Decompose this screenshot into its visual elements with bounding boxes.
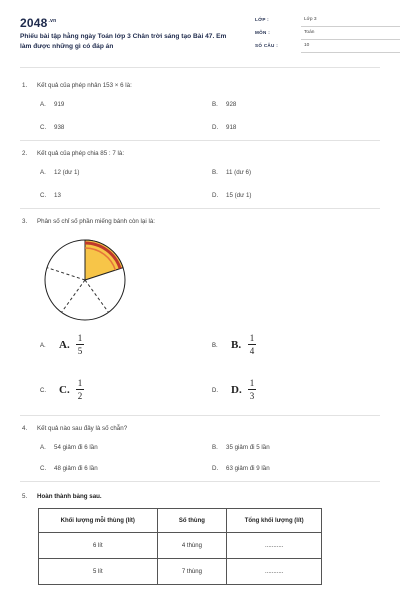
option-text: 15 (dư 1) xyxy=(226,192,252,199)
table-cell: 4 thùng xyxy=(157,533,227,559)
worksheet-meta xyxy=(255,16,400,55)
option-text: 919 xyxy=(54,101,65,108)
option-b[interactable] xyxy=(212,444,270,451)
option-letter: B. xyxy=(212,169,218,176)
option-a[interactable] xyxy=(40,169,79,176)
option-text: 12 (dư 1) xyxy=(54,169,80,176)
question-number: 3. xyxy=(22,218,28,225)
meta-row-class xyxy=(255,16,400,29)
option-bold-letter: B. xyxy=(231,339,242,351)
fraction-bar xyxy=(248,344,256,345)
fraction xyxy=(248,378,256,401)
option-letter: A. xyxy=(40,343,46,349)
meta-key: SỐ CÂU : xyxy=(255,43,279,48)
option-letter: C. xyxy=(40,124,47,131)
table-cell: 5 lít xyxy=(39,559,158,585)
option-bold-letter: C. xyxy=(59,384,70,396)
fraction-bar xyxy=(76,344,84,345)
numerator: 1 xyxy=(249,333,255,343)
table-row xyxy=(39,559,322,585)
meta-key: LỚP : xyxy=(255,17,270,22)
option-a[interactable] xyxy=(40,101,64,108)
numerator: 1 xyxy=(249,378,255,388)
question-text: Kết quả nào sau đây là số chẵn? xyxy=(37,425,128,432)
meta-row-subject xyxy=(255,29,400,42)
table-header-cell: Số thùng xyxy=(157,509,227,533)
option-d[interactable] xyxy=(212,192,251,199)
logo-suffix: .vn xyxy=(48,18,57,24)
logo-text: 2048 xyxy=(20,16,48,30)
table-header-row xyxy=(39,509,322,533)
meta-underline xyxy=(301,52,400,53)
answer-blank[interactable]: ........... xyxy=(227,559,322,585)
question-number: 4. xyxy=(22,425,28,432)
numerator: 1 xyxy=(77,378,83,388)
option-letter: D. xyxy=(212,465,219,472)
fraction xyxy=(76,378,84,401)
option-letter: A. xyxy=(40,101,46,108)
table-row xyxy=(39,533,322,559)
option-text: 48 giảm đi 6 lần xyxy=(54,465,98,472)
option-letter: D. xyxy=(212,388,218,394)
question-text: Phân số chỉ số phần miếng bánh còn lại là: xyxy=(37,218,155,225)
meta-value: 10 xyxy=(304,43,310,48)
denominator: 2 xyxy=(77,391,83,401)
fill-in-table xyxy=(38,508,322,585)
question-divider xyxy=(20,140,380,141)
option-text: 13 xyxy=(54,192,61,199)
option-d[interactable] xyxy=(212,124,236,131)
fraction xyxy=(76,333,84,356)
option-c[interactable] xyxy=(40,192,61,199)
denominator: 4 xyxy=(249,346,255,356)
question-text: Kết quả của phép nhân 153 × 6 là: xyxy=(37,82,132,89)
option-bold-letter: A. xyxy=(59,339,70,351)
document-title: Phiếu bài tập hằng ngày Toán lớp 3 Chân trời sáng tạo Bài 47. Em làm được những gì có đáp án xyxy=(20,33,227,50)
logo xyxy=(20,16,56,30)
numerator: 1 xyxy=(77,333,83,343)
option-letter: D. xyxy=(212,124,219,131)
pie-illustration xyxy=(40,235,130,325)
fraction-bar xyxy=(76,389,84,390)
worksheet-header xyxy=(20,16,380,60)
option-b[interactable] xyxy=(212,101,236,108)
option-letter: B. xyxy=(212,444,218,451)
table-cell: 7 thùng xyxy=(157,559,227,585)
option-text: 63 giảm đi 9 lần xyxy=(226,465,270,472)
answer-blank[interactable]: ........... xyxy=(227,533,322,559)
option-text: 35 giảm đi 5 lần xyxy=(226,444,270,451)
question-number: 2. xyxy=(22,150,28,157)
option-c[interactable] xyxy=(40,465,98,472)
question-divider xyxy=(20,208,380,209)
meta-underline xyxy=(301,26,400,27)
option-d[interactable] xyxy=(212,465,270,472)
meta-row-count xyxy=(255,42,400,55)
meta-value: Lớp 3 xyxy=(304,17,317,22)
option-letter: C. xyxy=(40,192,47,199)
option-b[interactable] xyxy=(212,169,251,176)
meta-key: MÔN : xyxy=(255,30,271,35)
denominator: 5 xyxy=(77,346,83,356)
question-text: Kết quả của phép chia 85 : 7 là: xyxy=(37,150,125,157)
option-text: 11 (dư 6) xyxy=(226,169,252,176)
option-letter: B. xyxy=(212,101,218,108)
option-text: 918 xyxy=(226,124,237,131)
question-number: 1. xyxy=(22,82,28,89)
option-bold-letter: D. xyxy=(231,384,242,396)
question-divider xyxy=(20,415,380,416)
option-text: 928 xyxy=(226,101,237,108)
option-text: 938 xyxy=(54,124,65,131)
option-a[interactable] xyxy=(40,444,98,451)
denominator: 3 xyxy=(249,391,255,401)
option-letter: A. xyxy=(40,169,46,176)
option-c[interactable] xyxy=(40,124,64,131)
option-letter: B. xyxy=(212,343,218,349)
option-letter: D. xyxy=(212,192,219,199)
header-divider xyxy=(20,67,380,68)
table-header-cell: Khối lượng mỗi thùng (lít) xyxy=(39,509,158,533)
meta-underline xyxy=(301,39,400,40)
question-text: Hoàn thành bảng sau. xyxy=(37,493,102,500)
option-letter: C. xyxy=(40,388,46,394)
option-letter: A. xyxy=(40,444,46,451)
meta-value: Toán xyxy=(304,30,315,35)
fraction xyxy=(248,333,256,356)
table-header-cell: Tổng khối lượng (lít) xyxy=(227,509,322,533)
option-letter: C. xyxy=(40,465,47,472)
question-divider xyxy=(20,481,380,482)
option-text: 54 giảm đi 6 lần xyxy=(54,444,98,451)
question-number: 5. xyxy=(22,493,28,500)
table-cell: 6 lít xyxy=(39,533,158,559)
fraction-bar xyxy=(248,389,256,390)
